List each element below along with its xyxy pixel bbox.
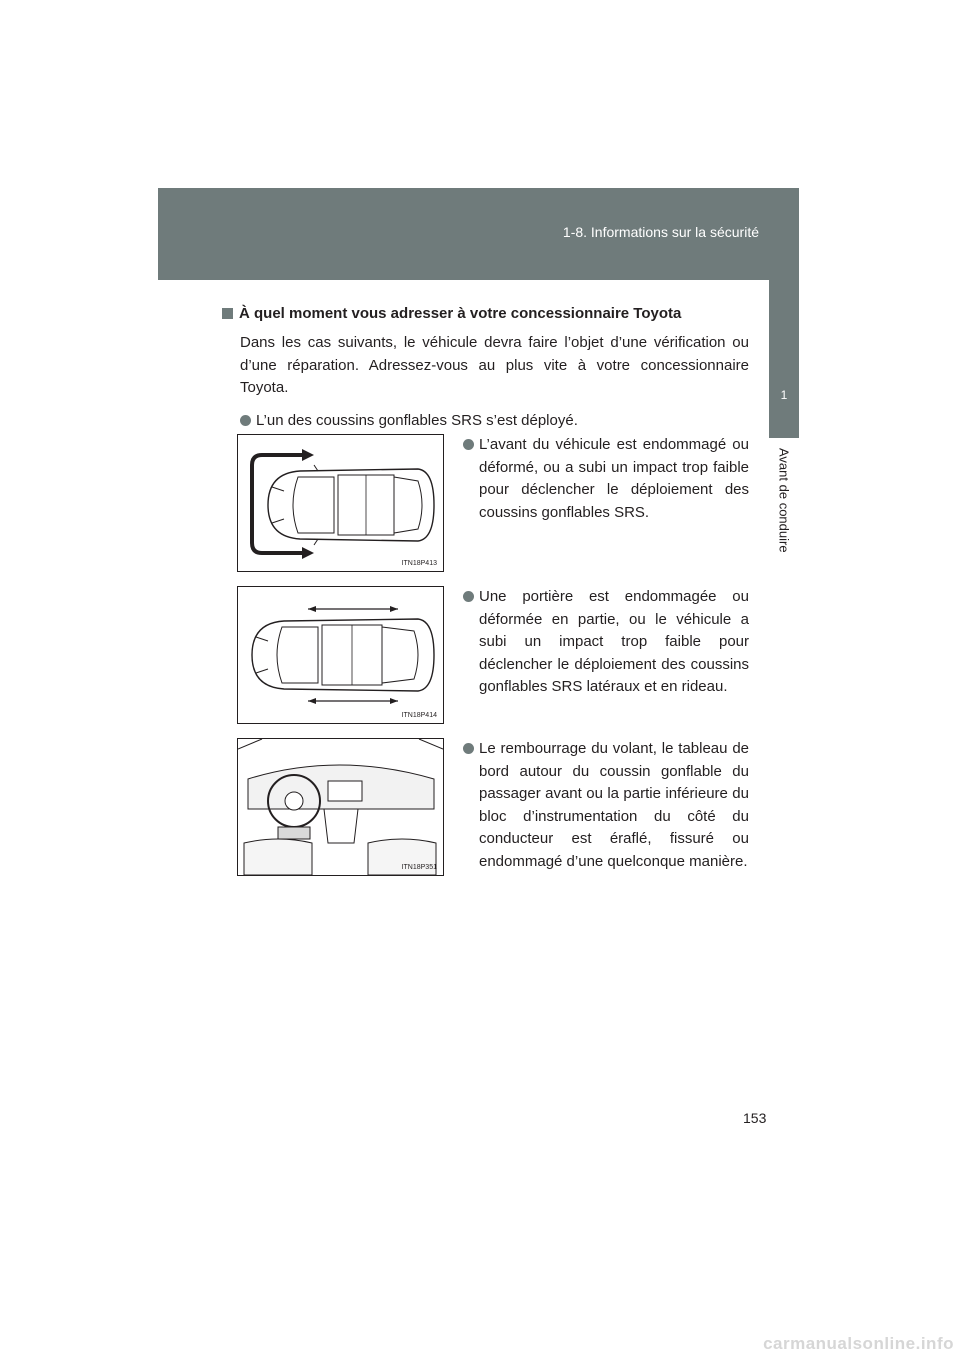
page-number: 153 bbox=[743, 1110, 767, 1126]
chapter-number: 1 bbox=[780, 388, 788, 402]
square-bullet-icon bbox=[222, 308, 233, 319]
section-heading bbox=[222, 305, 749, 322]
item-text bbox=[463, 738, 749, 873]
round-bullet-icon bbox=[463, 743, 474, 754]
round-bullet-icon bbox=[463, 439, 474, 450]
item-body: Une portière est endommagée ou déformée en partie, ou le véhicule a subi un impact trop faible pour déclencher le déploiement des coussins gonflables SRS latéraux et en rideau. bbox=[479, 588, 749, 695]
dashboard-illustration bbox=[238, 739, 443, 875]
section-heading-text: À quel moment vous adresser à votre concessionnaire Toyota bbox=[239, 305, 682, 322]
figure-front-impact bbox=[237, 434, 444, 572]
figure-code: ITN18P414 bbox=[401, 712, 437, 719]
item-text bbox=[463, 434, 749, 524]
car-top-view-side-illustration bbox=[238, 587, 443, 723]
section-title: 1-8. Informations sur la sécurité bbox=[562, 224, 759, 240]
figure-dashboard bbox=[237, 738, 444, 876]
chapter-label: Avant de conduire bbox=[776, 448, 792, 553]
round-bullet-icon bbox=[240, 415, 251, 426]
watermark: carmanualsonline.info bbox=[763, 1334, 954, 1353]
chapter-tab bbox=[769, 280, 799, 438]
round-bullet-icon bbox=[463, 591, 474, 602]
content bbox=[222, 305, 749, 432]
figure-side-impact bbox=[237, 586, 444, 724]
item-text bbox=[463, 586, 749, 699]
header-band bbox=[158, 188, 799, 280]
car-top-view-front-illustration bbox=[238, 435, 443, 571]
bullet-item bbox=[240, 410, 749, 433]
figure-code: ITN18P351 bbox=[401, 864, 437, 871]
bullet-text: L’un des coussins gonflables SRS s’est déployé. bbox=[256, 411, 578, 429]
intro-paragraph: Dans les cas suivants, le véhicule devra faire l’objet d’une vérification ou d’une réparation. Adressez-vous au plus vite à votre concessionnaire Toyota. bbox=[240, 334, 749, 396]
item-body: Le rembourrage du volant, le tableau de bord autour du coussin gonflable du passager avant ou la partie inférieure du bloc d’instrumentation du côté du conducteur est éraflé, fissuré ou endommagé d’une quelconque manière. bbox=[479, 740, 749, 870]
figure-code: ITN18P413 bbox=[401, 560, 437, 567]
item-body: L’avant du véhicule est endommagé ou déformé, ou a subi un impact trop faible pour déclencher le déploiement des coussins gonflables SRS. bbox=[479, 436, 749, 521]
